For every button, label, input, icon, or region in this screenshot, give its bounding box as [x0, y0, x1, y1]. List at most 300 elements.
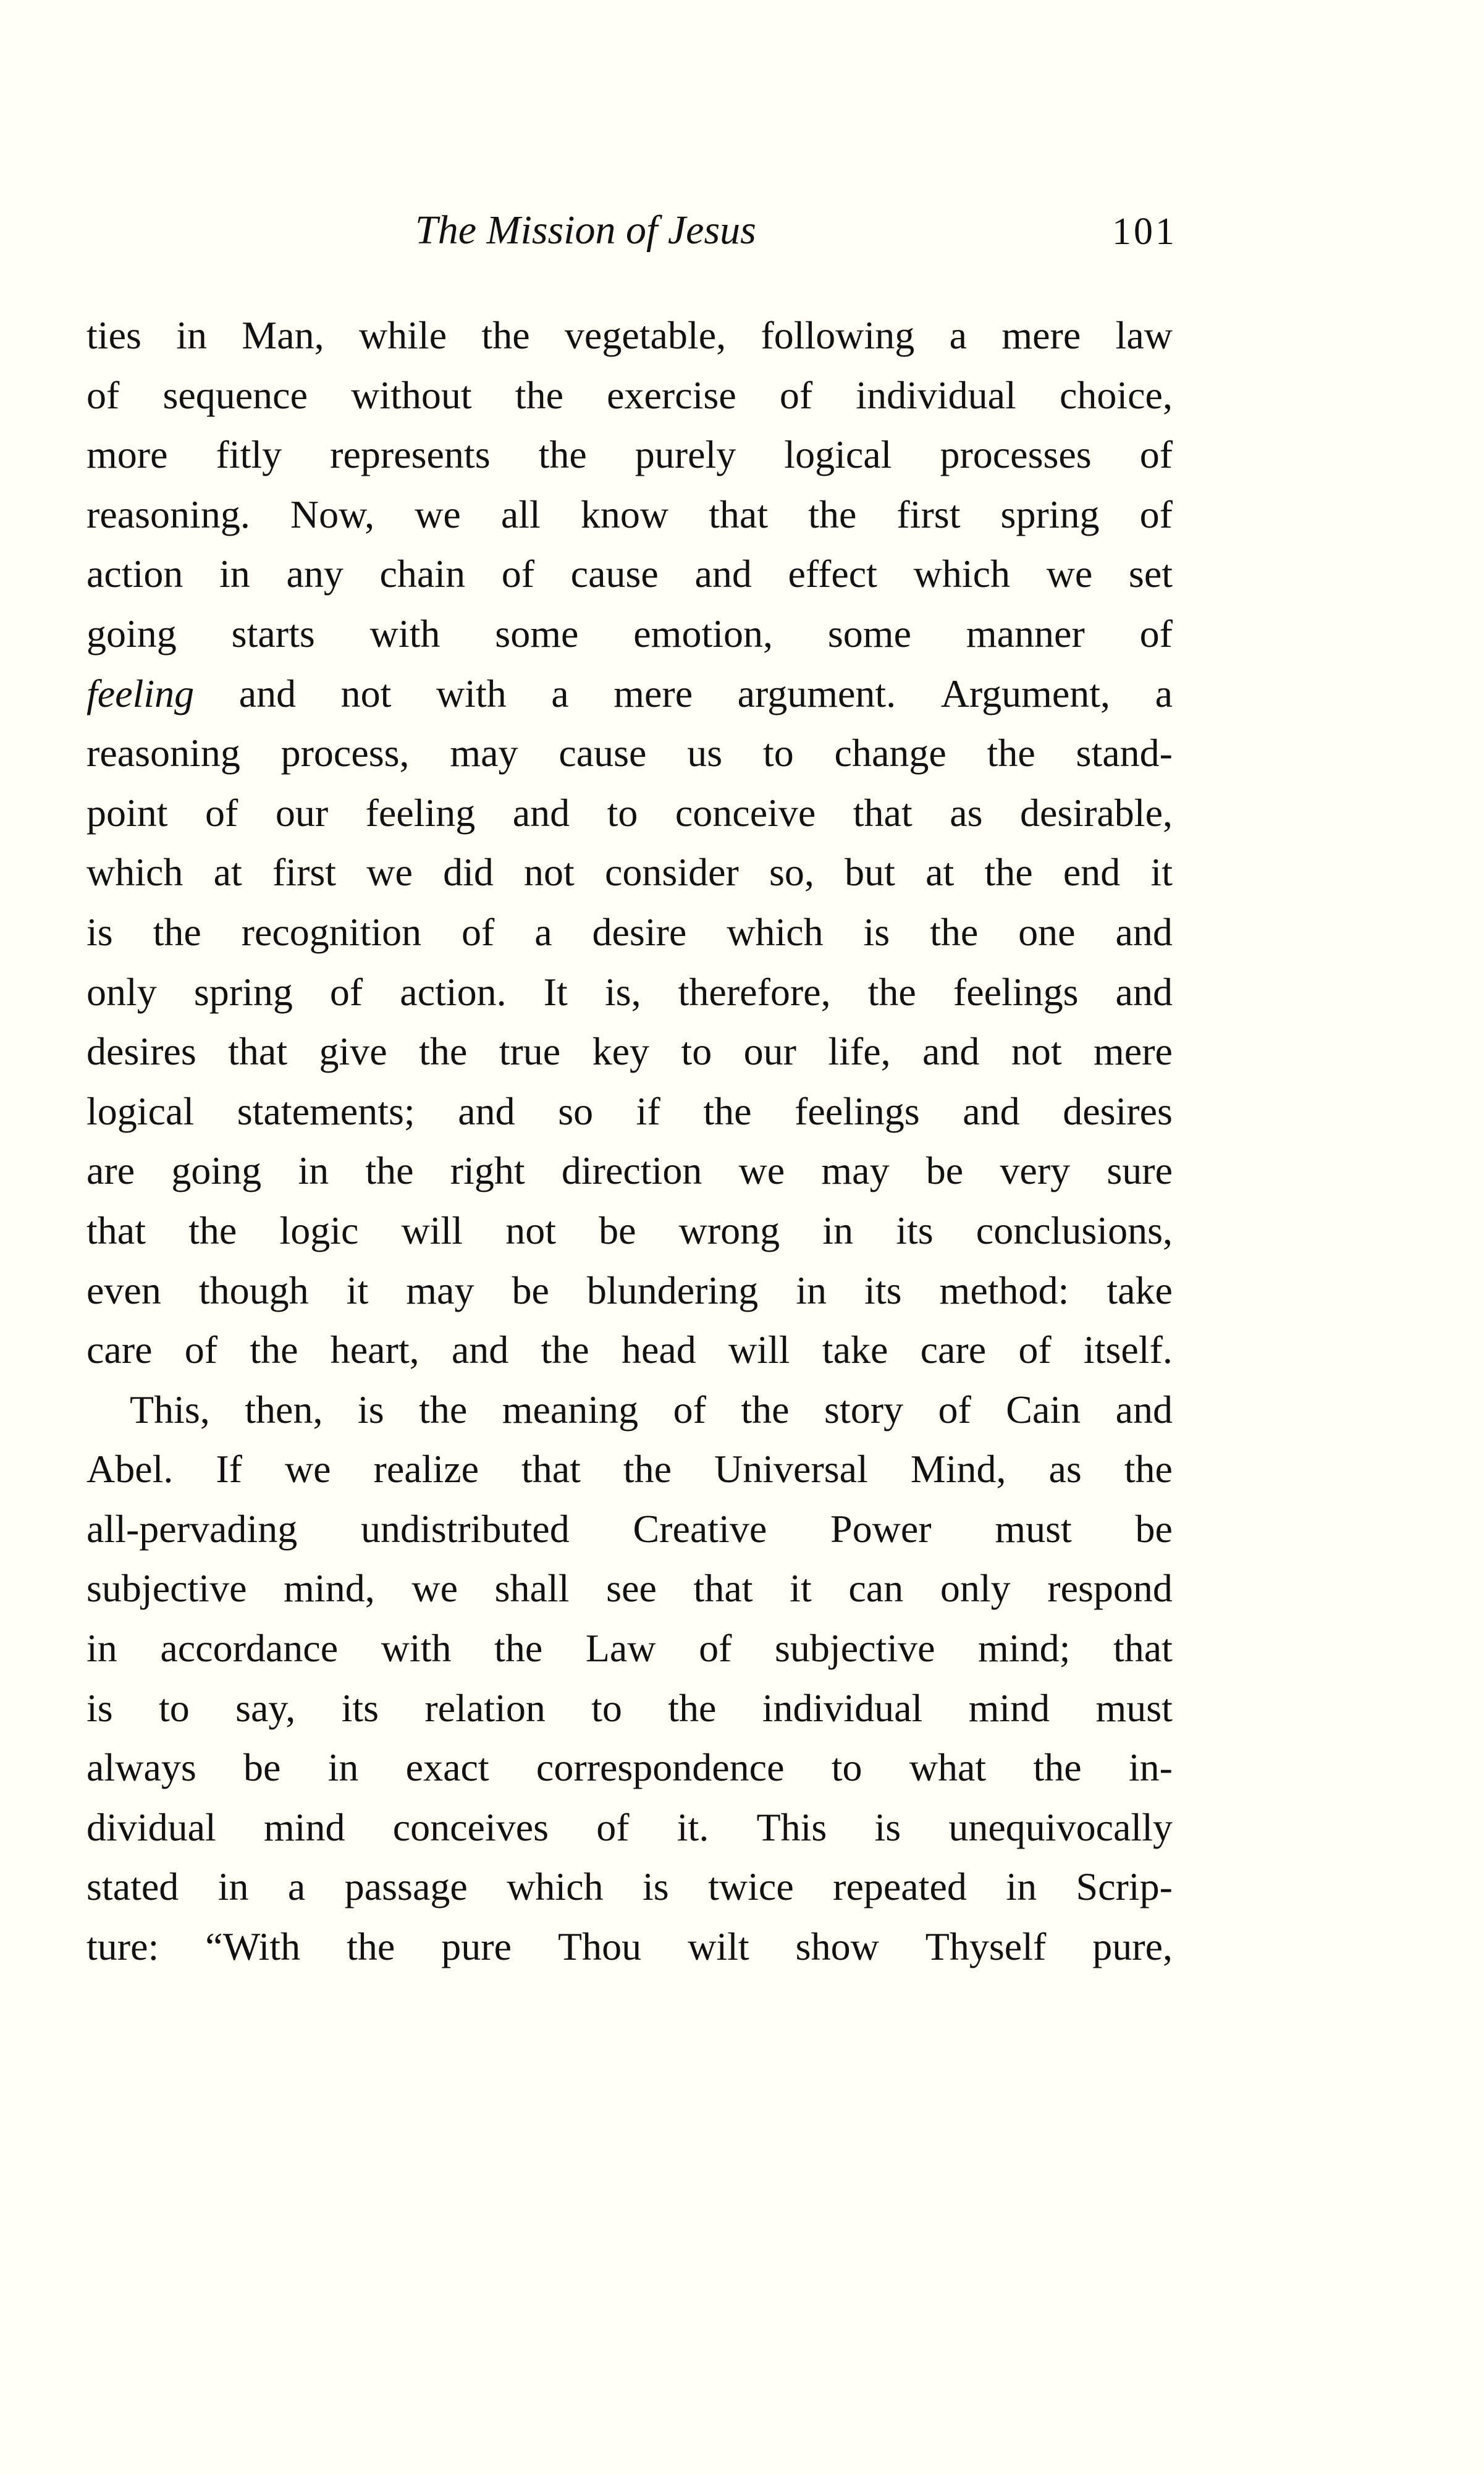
- word: If: [216, 1447, 242, 1491]
- text-line: [86, 425, 1173, 485]
- word: It: [543, 969, 568, 1014]
- word: and: [922, 1029, 980, 1074]
- word: and: [1115, 909, 1173, 954]
- word: and: [512, 790, 570, 835]
- word: of: [205, 790, 238, 835]
- running-head-title: The Mission of Jesus: [415, 208, 756, 253]
- word: recognition: [241, 909, 422, 954]
- word: in: [219, 552, 250, 596]
- word: not: [1011, 1029, 1062, 1074]
- word: reasoning: [86, 731, 240, 775]
- word: Abel.: [86, 1447, 174, 1491]
- word: is: [357, 1387, 384, 1431]
- word: the: [984, 850, 1033, 895]
- text-line: [86, 366, 1173, 426]
- word: and: [1115, 1387, 1173, 1431]
- word: ties: [86, 313, 141, 357]
- word: first: [896, 492, 961, 536]
- word: desires: [86, 1029, 196, 1074]
- word: in: [86, 1626, 117, 1671]
- word: spring: [193, 969, 293, 1014]
- word: with: [436, 671, 507, 715]
- word: to: [681, 1029, 712, 1074]
- word: is: [86, 909, 113, 954]
- word: pure,: [1092, 1925, 1173, 1969]
- word: meaning: [502, 1387, 639, 1431]
- word: be: [512, 1268, 549, 1312]
- word: shall: [494, 1566, 570, 1611]
- word: conceive: [675, 790, 816, 835]
- word: therefore,: [678, 969, 831, 1014]
- word: of: [1139, 492, 1173, 536]
- word: subjective: [86, 1566, 247, 1611]
- word: direction: [561, 1149, 702, 1193]
- word: head: [621, 1328, 696, 1372]
- word: sure: [1107, 1149, 1173, 1193]
- word: take: [822, 1328, 888, 1372]
- word: realize: [373, 1447, 479, 1491]
- word: reasoning.: [86, 492, 250, 536]
- word: pure: [441, 1925, 512, 1969]
- text-line: [86, 903, 1173, 963]
- word: which: [913, 552, 1010, 596]
- page-number: 101: [1112, 211, 1177, 253]
- word: statements;: [237, 1089, 415, 1133]
- text-line: [86, 485, 1173, 545]
- word: its: [896, 1208, 934, 1252]
- word: feelings: [953, 969, 1079, 1014]
- word: of: [596, 1805, 630, 1849]
- word: wrong: [678, 1208, 780, 1252]
- word: Cain: [1006, 1387, 1081, 1431]
- word: processes: [940, 432, 1092, 477]
- word: ture:: [86, 1925, 159, 1969]
- text-line: [86, 963, 1173, 1022]
- word: end: [1063, 850, 1121, 895]
- word: only: [940, 1566, 1011, 1611]
- text-line: [86, 604, 1173, 664]
- word: undistributed: [360, 1506, 570, 1551]
- word: always: [86, 1745, 196, 1790]
- word: of: [1139, 432, 1173, 477]
- word: if: [636, 1089, 660, 1133]
- word: feeling: [365, 790, 476, 835]
- word: relation: [424, 1685, 546, 1730]
- word: stated: [86, 1865, 179, 1909]
- word: Universal: [714, 1447, 868, 1491]
- word: even: [86, 1268, 161, 1312]
- word: is,: [604, 969, 641, 1014]
- word: though: [198, 1268, 309, 1312]
- word: to: [831, 1745, 862, 1790]
- word: of: [699, 1626, 732, 1671]
- word: be: [599, 1208, 636, 1252]
- word: action: [86, 552, 183, 596]
- text-line: [86, 1917, 1173, 1977]
- word: accordance: [160, 1626, 339, 1671]
- word: emotion,: [633, 611, 773, 656]
- word: sequence: [162, 373, 308, 417]
- word: be: [925, 1149, 964, 1193]
- word: of: [673, 1387, 706, 1431]
- word: set: [1128, 552, 1173, 596]
- word: the: [987, 731, 1035, 775]
- word: correspondence: [536, 1745, 785, 1790]
- word: we: [411, 1566, 458, 1611]
- text-line: [86, 664, 1173, 724]
- word: give: [319, 1029, 387, 1074]
- word: which: [86, 850, 183, 895]
- word: conceives: [392, 1805, 549, 1849]
- word: story: [824, 1387, 903, 1431]
- word: and: [694, 552, 752, 596]
- word: This: [756, 1805, 827, 1849]
- text-line: [86, 306, 1173, 366]
- word: desires: [1063, 1089, 1173, 1133]
- word: the: [541, 1328, 589, 1372]
- word: desirable,: [1019, 790, 1173, 835]
- word: in: [822, 1208, 854, 1252]
- word: to: [607, 790, 638, 835]
- word: Law: [585, 1626, 656, 1671]
- word: at: [925, 850, 955, 895]
- word: without: [351, 373, 472, 417]
- word: will: [728, 1328, 790, 1372]
- word: its: [341, 1685, 379, 1730]
- word: can: [848, 1566, 904, 1611]
- text-line: [86, 723, 1173, 783]
- word: we: [415, 492, 461, 536]
- word: the: [515, 373, 563, 417]
- word: change: [834, 731, 946, 775]
- word: mere: [613, 671, 693, 715]
- word: we: [284, 1447, 331, 1491]
- word: Thou: [558, 1925, 642, 1969]
- word: in: [217, 1865, 249, 1909]
- word: to: [159, 1685, 190, 1730]
- text-line: [86, 1261, 1173, 1321]
- word: to: [762, 731, 794, 775]
- word: “With: [205, 1925, 301, 1969]
- text-line: [86, 1082, 1173, 1142]
- text-line: [86, 1738, 1173, 1798]
- word: so,: [769, 850, 814, 895]
- word: fitly: [216, 432, 282, 477]
- word: in: [176, 313, 207, 357]
- word: cause: [559, 731, 647, 775]
- word: that: [228, 1029, 288, 1074]
- word: we: [1046, 552, 1093, 596]
- text-line: [86, 1857, 1173, 1917]
- word: process,: [280, 731, 410, 775]
- word: Now,: [290, 492, 375, 536]
- word: with: [381, 1626, 452, 1671]
- word: first: [272, 850, 337, 895]
- word: that: [86, 1208, 146, 1252]
- word: going: [171, 1149, 262, 1193]
- word: individual: [762, 1685, 923, 1730]
- word: may: [821, 1149, 890, 1193]
- word: is: [643, 1865, 669, 1909]
- word: of: [462, 909, 495, 954]
- word: blundering: [586, 1268, 759, 1312]
- word: and: [451, 1328, 509, 1372]
- word: that: [1113, 1626, 1173, 1671]
- word: in: [298, 1149, 329, 1193]
- word: show: [795, 1925, 879, 1969]
- word: its: [864, 1268, 902, 1312]
- word: the: [419, 1387, 468, 1431]
- word: be: [243, 1745, 281, 1790]
- word: and: [458, 1089, 515, 1133]
- word: of: [329, 969, 363, 1014]
- word: following: [761, 313, 915, 357]
- word: Mind,: [910, 1447, 1006, 1491]
- body-text: [86, 306, 1173, 1977]
- word: vegetable,: [564, 313, 727, 357]
- word: the: [741, 1387, 790, 1431]
- word: but: [845, 850, 895, 895]
- word: with: [369, 611, 441, 656]
- text-line: [86, 1798, 1173, 1858]
- word: know: [580, 492, 669, 536]
- word: of: [86, 373, 120, 417]
- text-line: [86, 1559, 1173, 1619]
- word: logic: [279, 1208, 359, 1252]
- word: the: [538, 432, 587, 477]
- text-line: [86, 1679, 1173, 1739]
- word: we: [738, 1149, 785, 1193]
- word: may: [406, 1268, 474, 1312]
- word: the: [930, 909, 979, 954]
- word: chain: [379, 552, 466, 596]
- word: logical: [784, 432, 892, 477]
- word: as: [950, 790, 983, 835]
- word: our: [743, 1029, 796, 1074]
- word: then,: [245, 1387, 323, 1431]
- text-line: [86, 544, 1173, 604]
- word: Power: [830, 1506, 932, 1551]
- word: a: [949, 313, 967, 357]
- word: method:: [939, 1268, 1069, 1312]
- word: is: [86, 1685, 113, 1730]
- word: mind;: [978, 1626, 1071, 1671]
- word: twice: [708, 1865, 794, 1909]
- word: the: [808, 492, 857, 536]
- word: the: [1033, 1745, 1082, 1790]
- word: will: [401, 1208, 463, 1252]
- word: argument.: [737, 671, 896, 715]
- word: of: [938, 1387, 971, 1431]
- word: the: [481, 313, 530, 357]
- word: mere: [1001, 313, 1081, 357]
- word: not: [340, 671, 392, 715]
- word: the: [250, 1328, 298, 1372]
- word: in: [1006, 1865, 1037, 1909]
- word: spring: [1000, 492, 1100, 536]
- word: Argument,: [940, 671, 1111, 715]
- word: the: [623, 1447, 672, 1491]
- word: in: [327, 1745, 359, 1790]
- word: some: [495, 611, 579, 656]
- word: at: [213, 850, 242, 895]
- word: may: [450, 731, 518, 775]
- word: take: [1107, 1268, 1173, 1312]
- word: life,: [828, 1029, 891, 1074]
- text-line: [86, 1201, 1173, 1261]
- word: the: [153, 909, 201, 954]
- word: is: [874, 1805, 901, 1849]
- word: say,: [235, 1685, 296, 1730]
- word: of: [1139, 611, 1173, 656]
- word: respond: [1047, 1566, 1173, 1611]
- word: so: [558, 1089, 594, 1133]
- word: see: [606, 1566, 657, 1611]
- word: mind,: [284, 1566, 375, 1611]
- word: is: [863, 909, 890, 954]
- word: repeated: [833, 1865, 967, 1909]
- word: care: [920, 1328, 987, 1372]
- word: mind: [263, 1805, 345, 1849]
- text-line: [86, 1022, 1173, 1082]
- word: going: [86, 611, 177, 656]
- word: passage: [344, 1865, 468, 1909]
- word: of: [184, 1328, 218, 1372]
- word: did: [443, 850, 494, 895]
- word: stand-: [1076, 731, 1173, 775]
- word: some: [827, 611, 911, 656]
- word: not: [505, 1208, 556, 1252]
- text-line: [86, 1619, 1173, 1679]
- text-line: [86, 1380, 1173, 1440]
- word: starts: [231, 611, 315, 656]
- word: choice,: [1059, 373, 1173, 417]
- word: a: [534, 909, 552, 954]
- word: it: [1150, 850, 1173, 895]
- word: law: [1115, 313, 1173, 357]
- word: a: [1155, 671, 1173, 715]
- word: Man,: [242, 313, 324, 357]
- word: itself.: [1083, 1328, 1173, 1372]
- word: mind: [968, 1685, 1050, 1730]
- word: heart,: [330, 1328, 419, 1372]
- word: conclusions,: [976, 1208, 1173, 1252]
- word: our: [275, 790, 329, 835]
- word: Thyself: [925, 1925, 1047, 1969]
- word: key: [592, 1029, 649, 1074]
- word: very: [1000, 1149, 1071, 1193]
- word: Creative: [633, 1506, 767, 1551]
- word: exact: [405, 1745, 489, 1790]
- word: us: [687, 731, 723, 775]
- word: one: [1018, 909, 1076, 954]
- word: all-pervading: [86, 1506, 298, 1551]
- word: in: [796, 1268, 827, 1312]
- word: that: [709, 492, 769, 536]
- word: dividual: [86, 1805, 216, 1849]
- word: the: [494, 1626, 543, 1671]
- word: the: [668, 1685, 717, 1730]
- word: manner: [966, 611, 1085, 656]
- word: mere: [1094, 1029, 1173, 1074]
- word: individual: [856, 373, 1016, 417]
- text-line: [86, 1499, 1173, 1559]
- word: we: [366, 850, 413, 895]
- word: are: [86, 1149, 135, 1193]
- word: that: [693, 1566, 753, 1611]
- word: right: [450, 1149, 525, 1193]
- word: that: [521, 1447, 581, 1491]
- word: only: [86, 969, 157, 1014]
- word: be: [1135, 1506, 1173, 1551]
- word: purely: [634, 432, 736, 477]
- word: the: [347, 1925, 395, 1969]
- word: which: [727, 909, 824, 954]
- word: care: [86, 1328, 153, 1372]
- word: represents: [330, 432, 491, 477]
- word: exercise: [607, 373, 736, 417]
- word: wilt: [688, 1925, 749, 1969]
- word: while: [358, 313, 447, 357]
- word: the: [188, 1208, 237, 1252]
- word: as: [1048, 1447, 1082, 1491]
- word: that: [853, 790, 913, 835]
- word: of: [1018, 1328, 1052, 1372]
- word: what: [909, 1745, 987, 1790]
- word: unequivocally: [948, 1805, 1173, 1849]
- word: the: [703, 1089, 752, 1133]
- word: This,: [130, 1387, 210, 1431]
- word: true: [499, 1029, 561, 1074]
- word: subjective: [775, 1626, 935, 1671]
- word: it: [790, 1566, 812, 1611]
- word: the: [1124, 1447, 1173, 1491]
- word: a: [287, 1865, 306, 1909]
- word: of: [501, 552, 535, 596]
- word: any: [286, 552, 344, 596]
- word: the: [419, 1029, 468, 1074]
- word: the: [867, 969, 916, 1014]
- word: cause: [570, 552, 659, 596]
- word: it: [346, 1268, 369, 1312]
- word: to: [591, 1685, 622, 1730]
- word: point: [86, 790, 168, 835]
- word: which: [507, 1865, 604, 1909]
- word: action.: [400, 969, 507, 1014]
- word: it.: [677, 1805, 709, 1849]
- text-line: [86, 1320, 1173, 1380]
- text-line: [86, 843, 1173, 903]
- word: Scrip-: [1076, 1865, 1173, 1909]
- word: consider: [605, 850, 739, 895]
- italic-word: feeling: [86, 671, 195, 715]
- text-line: [86, 783, 1173, 843]
- word: desire: [592, 909, 687, 954]
- word: in-: [1128, 1745, 1173, 1790]
- word: the: [365, 1149, 414, 1193]
- word: of: [779, 373, 813, 417]
- text-line: [86, 1141, 1173, 1201]
- word: effect: [788, 552, 877, 596]
- word: and: [963, 1089, 1020, 1133]
- word: and: [1115, 969, 1173, 1014]
- word: feelings: [795, 1089, 920, 1133]
- word: more: [86, 432, 168, 477]
- word: and: [238, 671, 297, 715]
- word: logical: [86, 1089, 195, 1133]
- word: not: [524, 850, 575, 895]
- word: all: [500, 492, 541, 536]
